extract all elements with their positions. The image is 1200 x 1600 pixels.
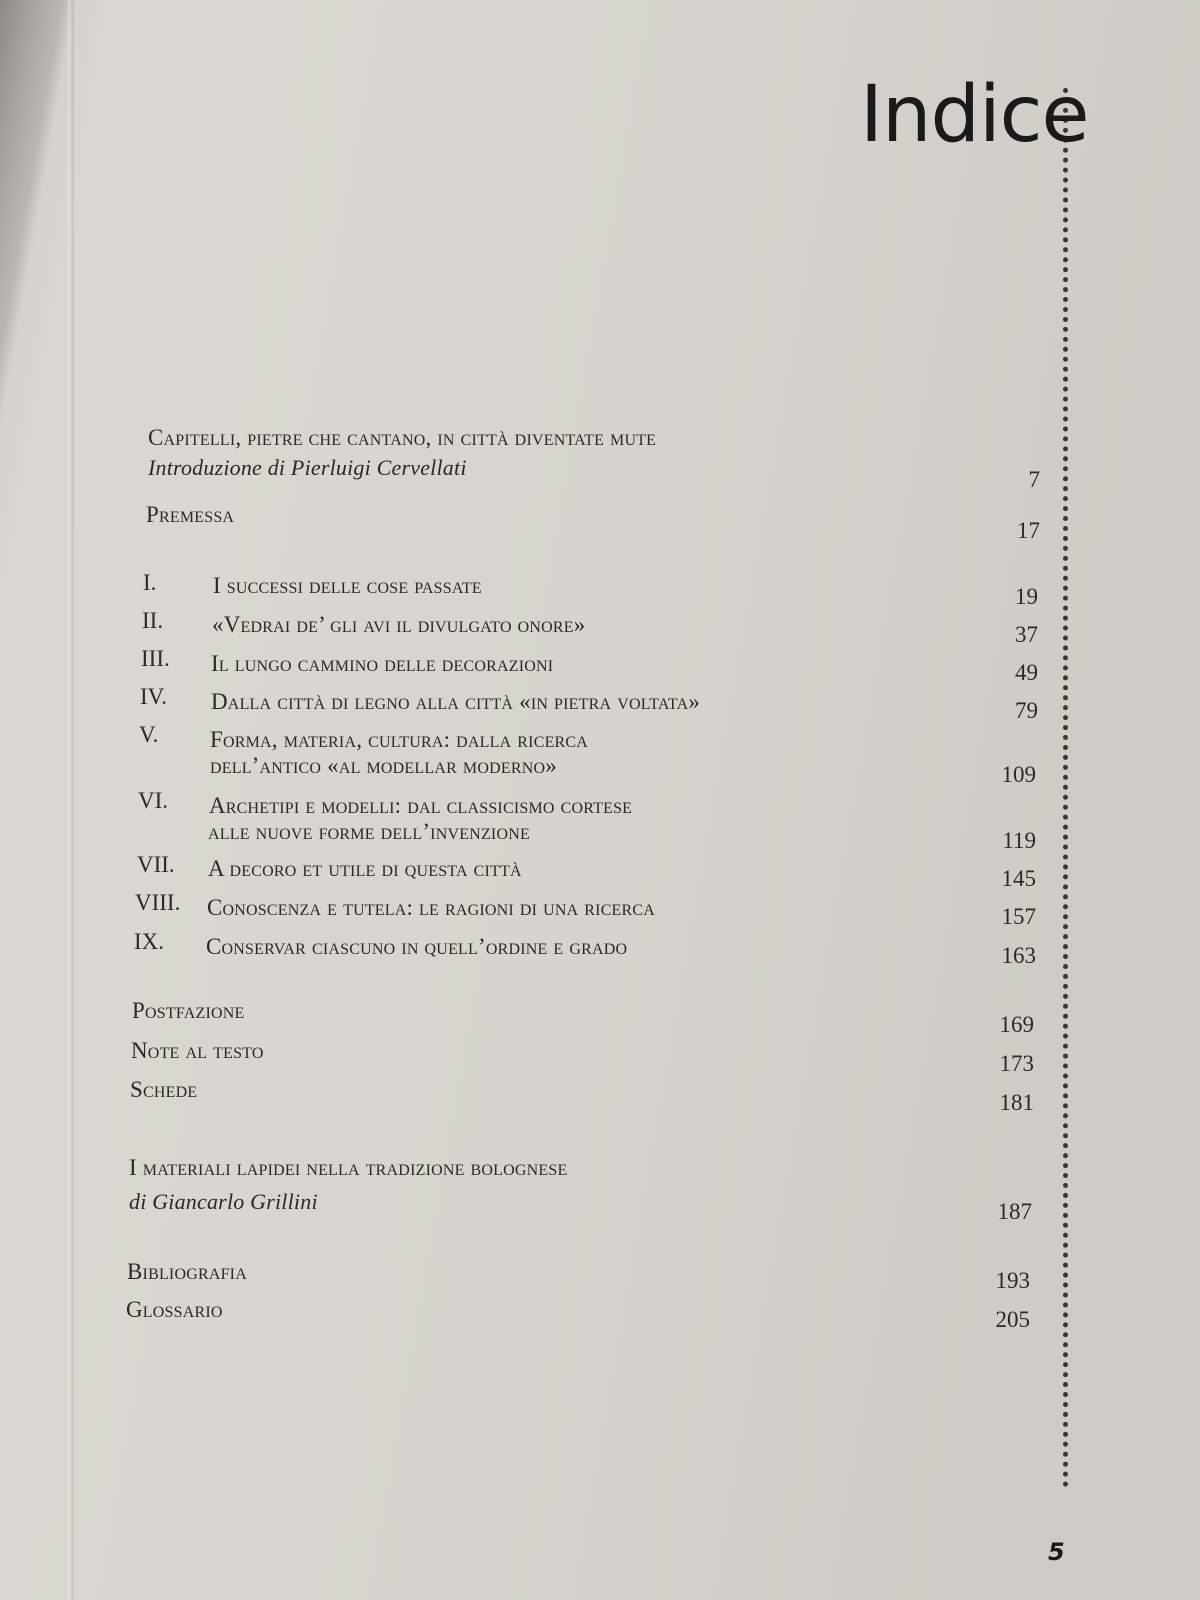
- toc-entry-materiali: I materiali lapidei nella tradizione bolognese: [129, 1155, 568, 1180]
- toc-entry-schede: Schede: [130, 1077, 198, 1102]
- toc-entry-chapter: «Vedrai de’ gli avi il divulgato onore»: [212, 612, 586, 637]
- toc-page-number: 19: [1015, 584, 1038, 609]
- chapter-numeral: IX.: [134, 929, 165, 954]
- toc-entry-note: Note al testo: [131, 1038, 264, 1063]
- chapter-numeral: VIII.: [135, 890, 181, 915]
- chapter-numeral: III.: [141, 646, 170, 671]
- chapter-numeral: VI.: [138, 788, 169, 813]
- toc-page-number: 187: [997, 1199, 1032, 1224]
- toc-entry-glossario: Glossario: [126, 1297, 223, 1322]
- toc-page-number: 109: [1001, 762, 1036, 787]
- toc-entry-chapter: Forma, materia, cultura: dalla ricerca: [210, 727, 589, 752]
- toc-entry-chapter: Conoscenza e tutela: le ragioni di una ricerca: [207, 895, 656, 920]
- toc-page-number: 173: [999, 1051, 1034, 1076]
- toc-entry-bibliografia: Bibliografia: [127, 1259, 247, 1284]
- toc-entry-chapter: Il lungo cammino delle decorazioni: [211, 651, 554, 676]
- chapter-numeral: V.: [139, 722, 159, 747]
- page-folio-number: 5: [1048, 1538, 1065, 1566]
- chapter-numeral: II.: [142, 608, 164, 633]
- toc-entry-chapter: Conservar ciascuno in quell’ordine e grado: [206, 934, 628, 959]
- toc-page-number: 17: [1017, 518, 1040, 543]
- toc-entry-materiali-author: di Giancarlo Grillini: [129, 1189, 318, 1214]
- toc-page-number: 49: [1015, 660, 1038, 685]
- toc-page-number: 145: [1001, 866, 1036, 891]
- page-gutter: [68, 0, 74, 1600]
- toc-entry-postfazione: Postfazione: [132, 998, 245, 1023]
- toc-page-number: 157: [1001, 904, 1036, 929]
- toc-entry-premessa: Premessa: [146, 502, 235, 527]
- toc-page-number: 193: [995, 1268, 1030, 1293]
- toc-entry-chapter: I successi delle cose passate: [213, 573, 482, 598]
- chapter-numeral: VII.: [137, 852, 175, 877]
- toc-entry-chapter: Archetipi e modelli: dal classicismo cortese: [209, 793, 633, 818]
- toc-page-number: 163: [1001, 943, 1036, 968]
- toc-page-number: 79: [1015, 698, 1038, 723]
- toc-entry-chapter-line2: alle nuove forme dell’invenzione: [208, 819, 530, 844]
- toc-page-number: 205: [995, 1307, 1030, 1332]
- toc-page-number: 169: [999, 1012, 1034, 1037]
- toc-page-number: 119: [1002, 828, 1036, 853]
- toc-entry-chapter: Dalla città di legno alla città «in pietra voltata»: [211, 689, 701, 714]
- page-title: Indice: [860, 70, 1089, 160]
- toc-page-number: 7: [1028, 467, 1040, 492]
- toc-entry-intro-title: Capitelli, pietre che cantano, in città diventate mute: [148, 425, 657, 450]
- dotted-vertical-rule: [1063, 88, 1068, 1488]
- chapter-numeral: IV.: [140, 684, 168, 709]
- toc-page-number: 181: [999, 1090, 1034, 1115]
- toc-page-number: 37: [1015, 622, 1038, 647]
- toc-entry-chapter: A decoro et utile di questa città: [208, 856, 522, 881]
- toc-entry-chapter-line2: dell’antico «al modellar moderno»: [210, 753, 557, 778]
- toc-entry-intro-subtitle: Introduzione di Pierluigi Cervellati: [148, 455, 467, 480]
- chapter-numeral: I.: [143, 570, 157, 595]
